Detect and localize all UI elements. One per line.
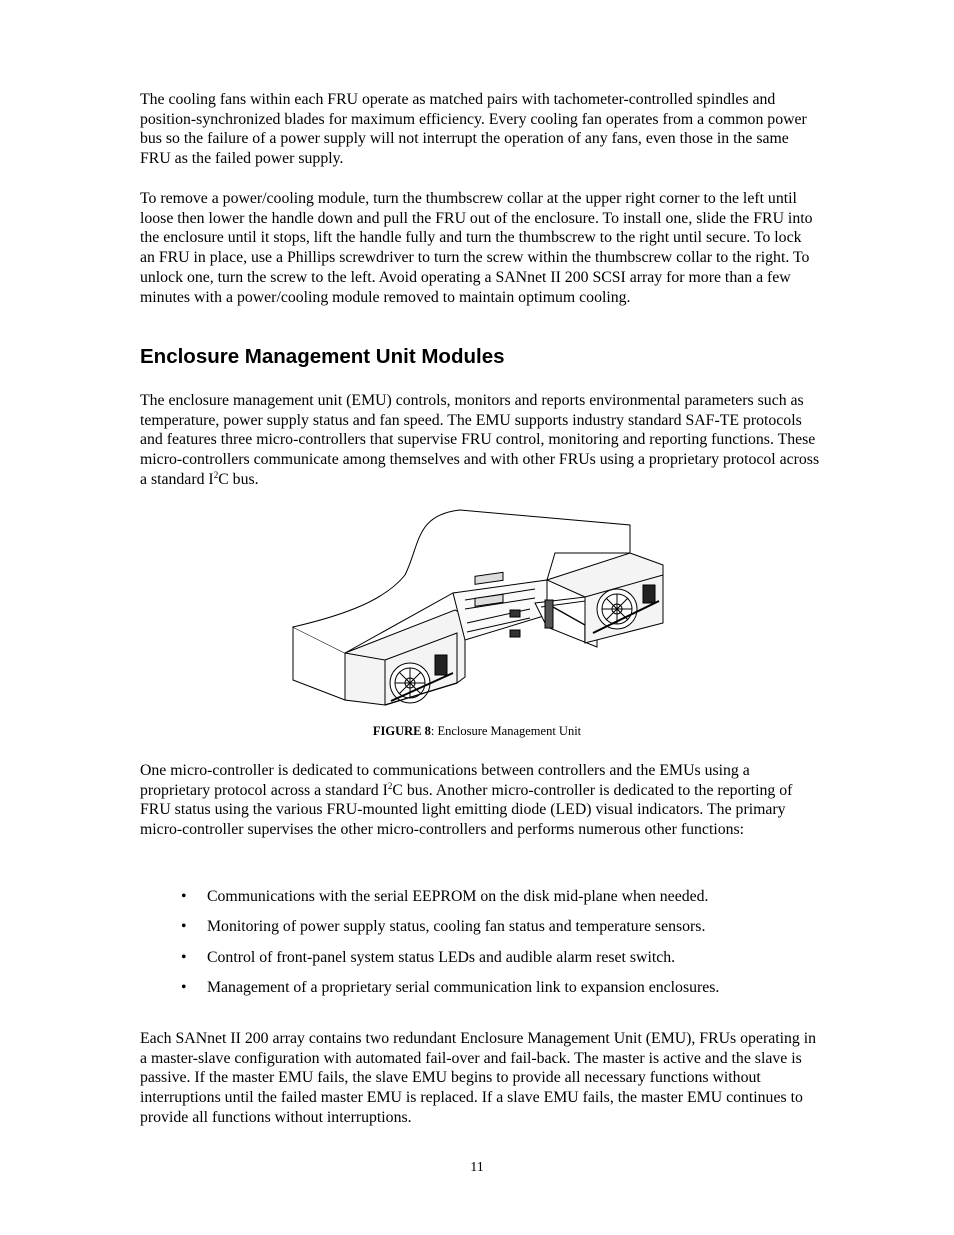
bullet-icon: • bbox=[181, 888, 187, 905]
list-item bbox=[140, 978, 820, 1008]
page-number: 11 bbox=[470, 1160, 484, 1175]
micro-controllers-text-end: C bus. Another micro-controller is dedicated to the reporting of FRU status using the various FRU-mounted light emitting diode (LED) visual indicators. The primary micro-controller supervises the other micro-controllers and performs numerous other functions: bbox=[140, 781, 793, 839]
section-heading: Enclosure Management Unit Modules bbox=[140, 345, 505, 368]
emu-intro-text: The enclosure management unit (EMU) controls, monitors and reports environmental parameters such as temperature, power supply status and fan speed. The EMU supports industry standard SAF-TE protocols and features three micro-controllers that supervise FRU control, monitoring and reporting functions. These micro-controllers communicate among themselves and with other FRUs using a proprietary protocol across a standard I bbox=[140, 392, 820, 488]
list-item-text: Monitoring of power supply status, cooling fan status and temperature sensors. bbox=[207, 918, 706, 936]
bullet-list bbox=[140, 887, 820, 1009]
micro-controllers-text: One micro-controller is dedicated to communications between controllers and the EMUs using a proprietary protocol across a standard I bbox=[140, 762, 750, 799]
bullet-icon: • bbox=[181, 948, 187, 966]
list-item bbox=[140, 887, 820, 917]
emu-intro-text-end: C bus. bbox=[218, 470, 259, 488]
figure-caption bbox=[0, 724, 954, 739]
figure-caption-text: : Enclosure Management Unit bbox=[430, 724, 582, 738]
enclosure-figure bbox=[285, 505, 670, 710]
superscript: 2 bbox=[387, 780, 393, 791]
bullet-icon: • bbox=[181, 979, 187, 997]
list-item-text: Communications with the serial EEPROM on the disk mid-plane when needed. bbox=[207, 888, 709, 905]
list-item bbox=[140, 948, 820, 978]
bullet-icon: • bbox=[181, 918, 187, 936]
figure-label: FIGURE 8 bbox=[372, 724, 431, 738]
paragraph-micro-controllers bbox=[140, 761, 820, 840]
list-item-text: Control of front-panel system status LEDs and audible alarm reset switch. bbox=[207, 948, 676, 966]
paragraph-cooling-fans: The cooling fans within each FRU operate as matched pairs with tachometer-controlled spindles and position-synchronized blades for maximum efficiency. Every cooling fan operates from a common power bus so the failure of a power supply will not interrupt the operation of any fans, even those in the same FRU as the failed power supply. bbox=[140, 91, 807, 168]
list-item bbox=[140, 917, 820, 947]
list-item-text: Management of a proprietary serial communication link to expansion enclosures. bbox=[207, 979, 720, 997]
paragraph-remove-module: To remove a power/cooling module, turn the thumbscrew collar at the upper right corner to the left until loose then lower the handle down and pull the FRU out of the enclosure. To install one, slide the FRU into the enclosure until it stops, lift the handle fully and turn the thumbscrew to the right until secure. To lock an FRU in place, use a Phillips screwdriver to turn the screw within the thumbscrew collar to the right. To unlock one, turn the screw to the left. Avoid operating a SANnet II 200 SCSI array for more than a few minutes with a power/cooling module removed to maintain optimum cooling. bbox=[140, 190, 813, 306]
paragraph-emu-intro bbox=[140, 391, 820, 490]
superscript: 2 bbox=[213, 469, 219, 480]
paragraph-redundant-emu: Each SANnet II 200 array contains two redundant Enclosure Management Unit (EMU), FRUs operating in a master-slave configuration with automated fail-over and fail-back. The master is active and the slave is passive. If the master EMU fails, the slave EMU begins to provide all necessary functions without interruptions until the failed master EMU is replaced. If a slave EMU fails, the master EMU continues to provide all functions without interruptions. bbox=[140, 1030, 817, 1126]
